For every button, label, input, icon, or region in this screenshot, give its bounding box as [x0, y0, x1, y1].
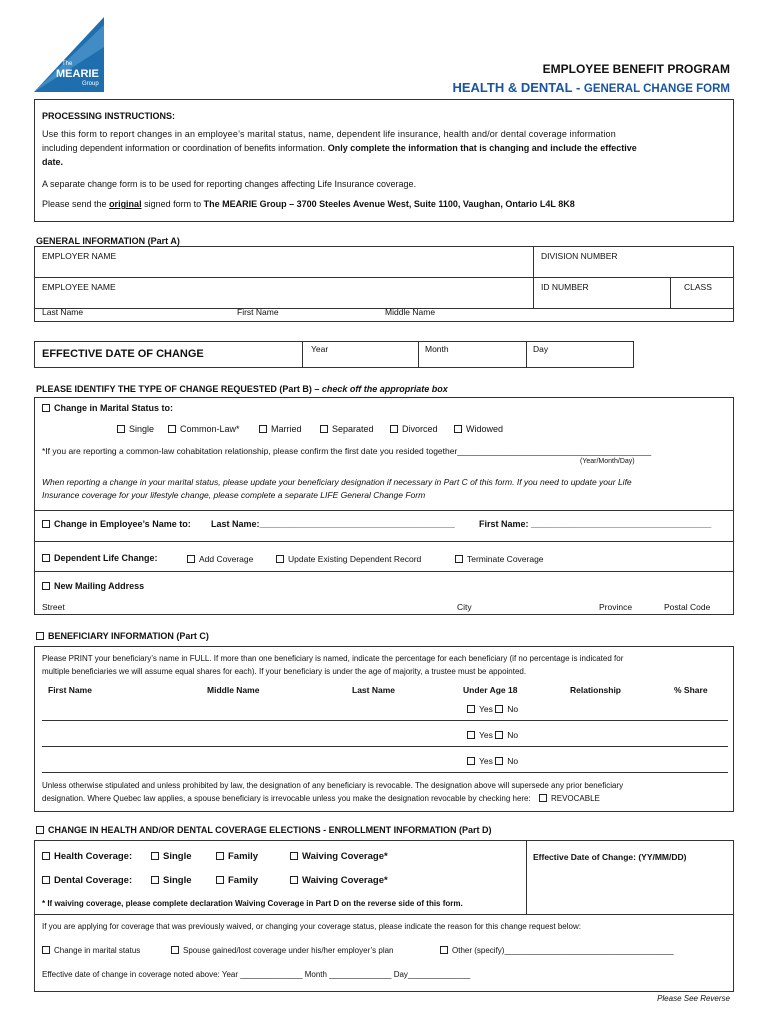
no-checkbox[interactable] — [495, 731, 503, 739]
col-under-18: Under Age 18 — [463, 685, 518, 695]
checkbox[interactable] — [42, 946, 50, 954]
instructions-p1a: Use this form to report changes in an employee’s marital status, name, dependent life insurance, health and/or dental coverage information — [42, 129, 616, 139]
yes-label: Yes — [479, 756, 493, 766]
legal-2-text: designation. Where Quebec law applies, a spouse beneficiary is irrevocable unless you make the designation revocable by checking here: — [42, 794, 531, 803]
revocable-label: REVOCABLE — [550, 794, 600, 803]
id-number-field[interactable] — [541, 292, 661, 306]
waiving-note: * If waiving coverage, please complete declaration Waiving Coverage in Part D on the reverse side of this form. — [42, 899, 463, 908]
instructions-p2: A separate change form is to be used for reporting changes affecting Life Insurance coverage. — [42, 179, 417, 189]
marital-status-label: Change in Marital Status to: — [54, 403, 174, 413]
checkbox[interactable] — [290, 876, 298, 884]
checkbox[interactable] — [276, 555, 284, 563]
checkbox[interactable] — [151, 876, 159, 884]
checkbox[interactable] — [117, 425, 125, 433]
part-d-heading: CHANGE IN HEALTH AND/OR DENTAL COVERAGE ELECTIONS - ENROLLMENT INFORMATION (Part D) — [48, 825, 492, 835]
dental-coverage-checkbox[interactable] — [42, 876, 50, 884]
health-waiving-option[interactable] — [290, 851, 388, 862]
reason-other-option[interactable] — [440, 946, 674, 955]
checkbox[interactable] — [440, 946, 448, 954]
option-label: Add Coverage — [199, 554, 254, 564]
name-change-row — [42, 519, 191, 529]
health-family-option[interactable] — [216, 851, 258, 862]
reason-spouse-option[interactable] — [171, 946, 394, 955]
terminate-coverage-option[interactable] — [455, 554, 544, 564]
part-b-heading — [36, 384, 448, 394]
ymd-hint: (Year/Month/Day) — [580, 458, 635, 465]
checkbox[interactable] — [171, 946, 179, 954]
dental-single-option[interactable] — [151, 875, 192, 886]
day-label: Day — [533, 344, 549, 354]
coverage-effective-date-line[interactable]: Effective date of change in coverage noted above: Year ______________ Month ______________ Day______________ — [42, 970, 471, 979]
col-relationship: Relationship — [570, 685, 622, 695]
instructions-p1b — [42, 143, 637, 153]
middle-name-label: Middle Name — [385, 307, 436, 317]
marital-option-single[interactable] — [117, 424, 154, 434]
division-number-label: DIVISION NUMBER — [541, 251, 618, 261]
beneficiary-row-2-under18[interactable] — [467, 730, 518, 740]
beneficiary-intro-2: multiple beneficiaries we will assume equal shares for each). If your beneficiary is under the age of majority, a trustee must be appointed. — [42, 667, 527, 676]
instructions-p1-bold: Only complete the information that is changing and include the effective — [327, 143, 637, 153]
marital-option-widowed[interactable] — [454, 424, 503, 434]
part-a-heading: GENERAL INFORMATION (Part A) — [36, 236, 180, 246]
option-label: Terminate Coverage — [467, 554, 544, 564]
day-field[interactable] — [528, 355, 632, 367]
effective-date-label: EFFECTIVE DATE OF CHANGE — [42, 348, 204, 360]
option-label: Other (specify)______________________________________ — [452, 946, 674, 955]
option-label: Change in marital status — [54, 946, 141, 955]
dependent-life-checkbox[interactable] — [42, 554, 50, 562]
city-label: City — [457, 602, 472, 612]
marital-option-common-law[interactable] — [168, 424, 240, 434]
option-label: Waiving Coverage* — [302, 875, 388, 886]
no-checkbox[interactable] — [495, 757, 503, 765]
last-name-label: Last Name — [42, 307, 84, 317]
common-law-note: *If you are reporting a common-law cohabitation relationship, please confirm the first date you resided together_________________________________________ — [42, 446, 652, 456]
checkbox[interactable] — [290, 852, 298, 860]
option-label: Married — [271, 424, 302, 434]
year-field[interactable] — [304, 355, 416, 367]
no-label: No — [507, 704, 519, 714]
mailing-address-row — [42, 581, 144, 591]
dental-waiving-option[interactable] — [290, 875, 388, 886]
part-c-heading-row — [36, 631, 209, 641]
month-field[interactable] — [420, 355, 524, 367]
checkbox[interactable] — [320, 425, 328, 433]
health-coverage-label: Health Coverage: — [54, 851, 133, 862]
revocable-checkbox[interactable] — [539, 794, 547, 802]
part-b-heading-italic: check off the appropriate box — [321, 384, 448, 394]
checkbox[interactable] — [454, 425, 462, 433]
option-label: Waiving Coverage* — [302, 851, 388, 862]
no-checkbox[interactable] — [495, 705, 503, 713]
marital-note-2: Insurance coverage for your lifestyle change, please complete a separate LIFE General Change Form — [42, 490, 426, 500]
beneficiary-intro-1: Please PRINT your beneficiary’s name in FULL. If more than one beneficiary is named, indicate the percentage for each beneficiary (if no percentage is indicated for — [42, 654, 624, 663]
logo-name: MEARIE — [56, 68, 99, 80]
employer-name-field[interactable] — [42, 262, 522, 274]
postal-code-label: Postal Code — [664, 602, 711, 612]
checkbox[interactable] — [259, 425, 267, 433]
col-first-name: First Name — [48, 685, 92, 695]
marital-option-divorced[interactable] — [390, 424, 438, 434]
employer-name-label: EMPLOYER NAME — [42, 251, 117, 261]
option-label: Family — [228, 851, 259, 862]
checkbox[interactable] — [216, 876, 224, 884]
effective-date-change-label: Effective Date of Change: (YY/MM/DD) — [533, 852, 687, 862]
option-label: Spouse gained/lost coverage under his/her employer’s plan — [183, 946, 394, 955]
no-label: No — [507, 756, 519, 766]
please-see-reverse: Please See Reverse — [657, 994, 730, 1003]
option-label: Single — [163, 851, 192, 862]
beneficiary-legal-1: Unless otherwise stipulated and unless prohibited by law, the designation of any beneficiary is revocable. The designation above will supersede any prior beneficiary — [42, 781, 624, 790]
checkbox[interactable] — [455, 555, 463, 563]
marital-option-separated[interactable] — [320, 424, 374, 434]
dental-coverage-row — [42, 875, 132, 886]
instructions-p1-bold2: date. — [42, 157, 64, 167]
p3-address: The MEARIE Group – 3700 Steeles Avenue West, Suite 1100, Vaughan, Ontario L4L 8K8 — [203, 199, 575, 209]
part-d-heading-row — [36, 825, 492, 835]
logo — [34, 17, 104, 92]
option-label: Single — [163, 875, 192, 886]
part-c-heading: BENEFICIARY INFORMATION (Part C) — [48, 631, 209, 641]
no-label: No — [507, 730, 519, 740]
p3-original: original — [109, 199, 142, 209]
add-coverage-option[interactable] — [187, 554, 253, 564]
option-label: Common-Law* — [180, 424, 240, 434]
beneficiary-row-1-under18[interactable] — [467, 704, 518, 714]
beneficiary-legal-2 — [42, 794, 600, 803]
marital-status-checkbox[interactable] — [42, 404, 50, 412]
health-coverage-row — [42, 851, 132, 862]
form-title-sub: GENERAL CHANGE FORM — [583, 83, 730, 95]
new-last-name-field[interactable]: Last Name:_______________________________________ — [211, 519, 455, 529]
employee-name-field[interactable] — [42, 292, 522, 306]
marital-note-1: When reporting a change in your marital status, please update your beneficiary designation if necessary in Part C of this form. If you need to update your Life — [42, 477, 632, 487]
part-d-checkbox[interactable] — [36, 826, 44, 834]
new-first-name-field[interactable]: First Name: ____________________________________ — [479, 519, 712, 529]
part-c-checkbox[interactable] — [36, 632, 44, 640]
checkbox[interactable] — [168, 425, 176, 433]
instructions-p1b-text: including dependent information or coordination of benefits information. — [42, 143, 326, 153]
logo-group: Group — [82, 81, 99, 87]
reason-intro: If you are applying for coverage that was previously waived, or changing your coverage status, please indicate the reason for this change request below: — [42, 922, 581, 931]
dental-coverage-label: Dental Coverage: — [54, 875, 133, 886]
yes-label: Yes — [479, 704, 493, 714]
yes-checkbox[interactable] — [467, 731, 475, 739]
health-single-option[interactable] — [151, 851, 192, 862]
program-title: EMPLOYEE BENEFIT PROGRAM — [542, 62, 730, 76]
reason-marital-option[interactable] — [42, 946, 140, 955]
employee-name-label: EMPLOYEE NAME — [42, 282, 116, 292]
first-name-label: First Name — [237, 307, 279, 317]
mailing-address-checkbox[interactable] — [42, 582, 50, 590]
p3-b: signed form to — [144, 199, 202, 209]
beneficiary-row-3-under18[interactable] — [467, 756, 518, 766]
form-title — [452, 80, 730, 95]
id-number-label: ID NUMBER — [541, 282, 589, 292]
option-label: Widowed — [466, 424, 504, 434]
col-share: % Share — [674, 685, 708, 695]
marital-option-married[interactable] — [259, 424, 302, 434]
dependent-life-label: Dependent Life Change: — [54, 553, 158, 563]
dental-family-option[interactable] — [216, 875, 258, 886]
name-change-checkbox[interactable] — [42, 520, 50, 528]
option-label: Separated — [332, 424, 374, 434]
instructions-heading: PROCESSING INSTRUCTIONS: — [42, 111, 176, 121]
option-label: Divorced — [402, 424, 438, 434]
yes-checkbox[interactable] — [467, 757, 475, 765]
month-label: Month — [425, 344, 449, 354]
option-label: Family — [228, 875, 259, 886]
checkbox[interactable] — [151, 852, 159, 860]
mailing-address-label: New Mailing Address — [54, 581, 145, 591]
year-label: Year — [311, 344, 329, 354]
instructions-p3 — [42, 199, 575, 209]
street-label: Street — [42, 602, 65, 612]
yes-label: Yes — [479, 730, 493, 740]
checkbox[interactable] — [390, 425, 398, 433]
dependent-life-row — [42, 553, 158, 563]
yes-checkbox[interactable] — [467, 705, 475, 713]
division-number-field[interactable] — [541, 262, 721, 274]
logo-the: The — [62, 61, 73, 67]
checkbox[interactable] — [216, 852, 224, 860]
col-middle-name: Middle Name — [207, 685, 260, 695]
part-b-heading-text: PLEASE IDENTIFY THE TYPE OF CHANGE REQUESTED (Part B) – — [36, 384, 320, 394]
part-a-box — [34, 246, 734, 322]
p3-a: Please send the — [42, 199, 107, 209]
option-label: Single — [129, 424, 155, 434]
update-record-option[interactable] — [276, 554, 421, 564]
col-last-name: Last Name — [352, 685, 395, 695]
health-coverage-checkbox[interactable] — [42, 852, 50, 860]
checkbox[interactable] — [187, 555, 195, 563]
province-label: Province — [599, 602, 633, 612]
name-change-label: Change in Employee’s Name to: — [54, 519, 191, 529]
option-label: Update Existing Dependent Record — [288, 554, 422, 564]
marital-status-row — [42, 403, 173, 413]
class-label: CLASS — [684, 282, 712, 292]
form-title-main: HEALTH & DENTAL - — [452, 80, 584, 95]
